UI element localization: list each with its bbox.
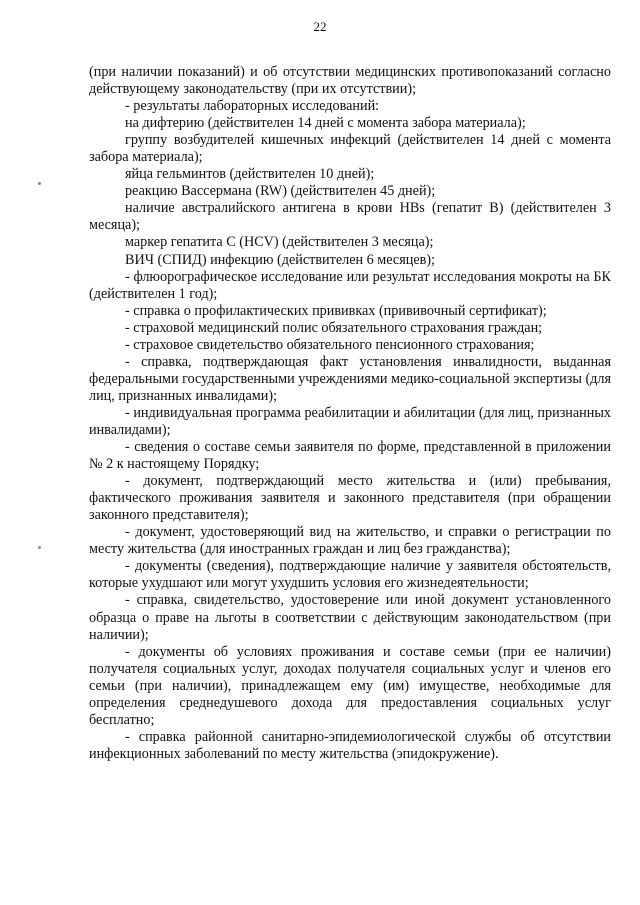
- paragraph: - справка, свидетельство, удостоверение или иной документ установленного образца о праве на льготы в соответствии с действующим законодательством (при наличии);: [89, 592, 611, 643]
- paragraph: ВИЧ (СПИД) инфекцию (действителен 6 месяцев);: [125, 251, 435, 268]
- paragraph: яйца гельминтов (действителен 10 дней);: [125, 166, 375, 183]
- paragraph: реакцию Вассермана (RW) (действителен 45 дней);: [125, 183, 436, 200]
- paragraph: наличие австралийского антигена в крови HBs (гепатит В) (действителен 3 месяца);: [89, 200, 611, 234]
- paragraph: - результаты лабораторных исследований:: [125, 98, 380, 115]
- paragraph: - страховой медицинский полис обязательного страхования граждан;: [125, 319, 543, 336]
- paragraph: - индивидуальная программа реабилитации и абилитации (для лиц, признанных инвалидами);: [89, 404, 611, 438]
- paragraph: - документ, подтверждающий место жительства и (или) пребывания, фактического проживания заявителя и законного представителя (при обращении законного представителя);: [89, 473, 611, 524]
- paragraph: - флюорографическое исследование или результат исследования мокроты на БК (действителен 1 год);: [89, 268, 611, 302]
- paragraph: - сведения о составе семьи заявителя по форме, представленной в приложении № 2 к настоящему Порядку;: [89, 439, 611, 473]
- paragraph: - справка, подтверждающая факт установления инвалидности, выданная федеральными государственными учреждениями медико-социальной экспертизы (для лиц, признанных инвалидами);: [89, 353, 611, 404]
- paragraph: - документ, удостоверяющий вид на жительство, и справки о регистрации по месту жительства (для иностранных граждан и лиц без гражданства);: [89, 524, 611, 558]
- paragraph: - документы об условиях проживания и составе семьи (при ее наличии) получателя социальных услуг, доходах получателя социальных услуг и членов его семьи (при наличии), принадлежащем ему (им) имуществе, необходимые для определения среднедушевого дохода для предоставления социальных услуг бесплатно;: [89, 643, 611, 728]
- margin-mark: [38, 182, 41, 185]
- paragraph: (при наличии показаний) и об отсутствии медицинских противопоказаний согласно действующему законодательству (при их отсутствии);: [89, 64, 611, 98]
- paragraph: маркер гепатита С (HCV) (действителен 3 месяца);: [125, 234, 434, 251]
- margin-mark: [38, 546, 41, 549]
- paragraph: - документы (сведения), подтверждающие наличие у заявителя обстоятельств, которые ухудшают или могут ухудшить условия его жизнедеятельности;: [89, 558, 611, 592]
- document-body: [89, 64, 611, 763]
- paragraph: - страховое свидетельство обязательного пенсионного страхования;: [125, 336, 535, 353]
- paragraph: - справка районной санитарно-эпидемиологической службы об отсутствии инфекционных заболеваний по месту жительства (эпидокружение).: [89, 728, 611, 762]
- page-number: 22: [313, 19, 327, 34]
- paragraph: группу возбудителей кишечных инфекций (действителен 14 дней с момента забора материала);: [89, 132, 611, 166]
- paragraph: - справка о профилактических прививках (прививочный сертификат);: [125, 302, 547, 319]
- paragraph: на дифтерию (действителен 14 дней с момента забора материала);: [125, 115, 526, 132]
